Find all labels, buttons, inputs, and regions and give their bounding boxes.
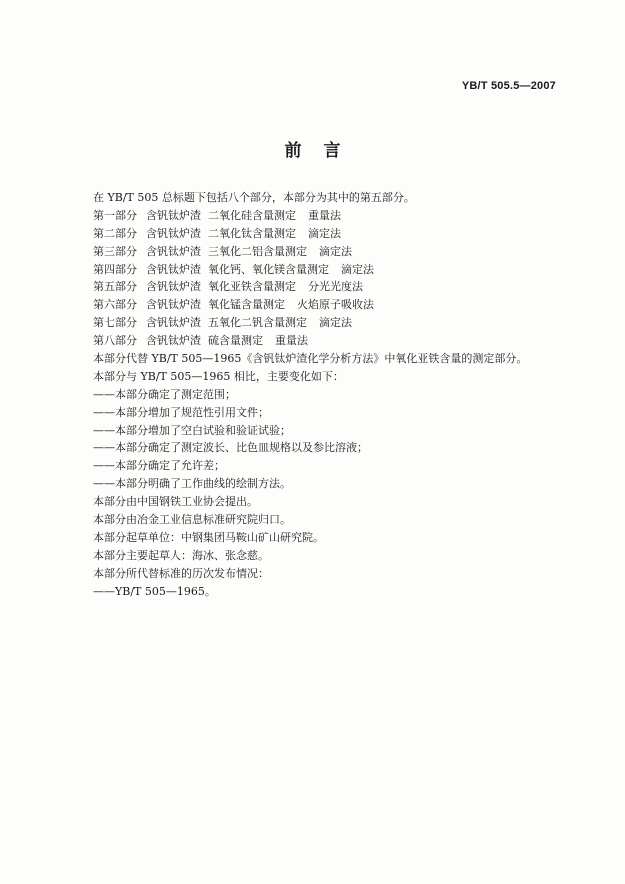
part-method: 三氧化二铝含量测定 [208, 244, 307, 258]
part-number: 第二部分 [93, 226, 137, 240]
text-line: 本部分代替 YB/T 505—1965《含钒钛炉渣化学分析方法》中氧化亚铁含量的测定部分。 [93, 352, 528, 366]
part-method: 五氧化二钒含量测定 [208, 316, 307, 330]
text-line: 本部分与 YB/T 505—1965 相比，主要变化如下： [93, 369, 344, 383]
part-method: 氧化钙、氧化镁含量测定 [208, 262, 329, 276]
text-line: 本部分主要起草人：海冰、张念慈。 [93, 548, 269, 562]
part-line [93, 296, 563, 314]
part-material: 含钒钛炉渣 [146, 280, 201, 294]
part-number: 第八部分 [93, 334, 137, 348]
change-item: ——本部分确定了测定波长、比色皿规格以及参比溶液； [93, 441, 368, 455]
part-kind: 滴定法 [308, 226, 341, 240]
part-kind: 滴定法 [341, 262, 374, 276]
part-line [93, 243, 563, 261]
part-line [93, 261, 563, 279]
intro-line: 在 YB/T 505 总标题下包括八个部分，本部分为其中的第五部分。 [93, 191, 415, 204]
part-material: 含钒钛炉渣 [146, 244, 201, 258]
part-line [93, 278, 563, 296]
standard-code: YB/T 505.5—2007 [461, 80, 556, 92]
part-method: 二氧化钛含量测定 [208, 226, 296, 240]
foreword-body [93, 189, 563, 600]
text-line: 本部分由冶金工业信息标准研究院归口。 [93, 513, 291, 527]
part-number: 第四部分 [93, 262, 137, 276]
part-material: 含钒钛炉渣 [146, 334, 201, 348]
part-kind: 火焰原子吸收法 [297, 298, 374, 312]
part-line [93, 225, 563, 243]
part-material: 含钒钛炉渣 [146, 208, 201, 222]
part-kind: 分光光度法 [308, 280, 363, 294]
part-material: 含钒钛炉渣 [146, 316, 201, 330]
change-item: ——本部分确定了测定范围； [93, 387, 236, 401]
text-line: 本部分所代替标准的历次发布情况： [93, 566, 269, 580]
part-number: 第三部分 [93, 244, 137, 258]
part-kind: 重量法 [308, 208, 341, 222]
change-item: ——本部分确定了允许差； [93, 459, 225, 473]
change-item: ——本部分明确了工作曲线的绘制方法。 [93, 477, 291, 491]
part-line [93, 314, 563, 332]
part-method: 二氧化硅含量测定 [208, 208, 296, 222]
history-item: ——YB/T 505—1965。 [93, 584, 216, 598]
part-line [93, 207, 563, 225]
part-material: 含钒钛炉渣 [146, 262, 201, 276]
text-line: 本部分起草单位：中钢集团马鞍山矿山研究院。 [93, 530, 324, 544]
part-line [93, 332, 563, 350]
part-kind: 滴定法 [319, 244, 352, 258]
text-line: 本部分由中国钢铁工业协会提出。 [93, 495, 258, 509]
part-number: 第五部分 [93, 280, 137, 294]
part-method: 硫含量测定 [208, 334, 263, 348]
part-material: 含钒钛炉渣 [146, 298, 201, 312]
part-material: 含钒钛炉渣 [146, 226, 201, 240]
change-item: ——本部分增加了空白试验和验证试验； [93, 423, 291, 437]
part-kind: 重量法 [275, 334, 308, 348]
part-method: 氧化亚铁含量测定 [208, 280, 296, 294]
part-number: 第一部分 [93, 208, 137, 222]
change-item: ——本部分增加了规范性引用文件； [93, 405, 269, 419]
part-kind: 滴定法 [319, 316, 352, 330]
part-method: 氧化锰含量测定 [208, 298, 285, 312]
page-title: 前言 [284, 141, 363, 161]
part-number: 第六部分 [93, 298, 137, 312]
part-number: 第七部分 [93, 316, 137, 330]
